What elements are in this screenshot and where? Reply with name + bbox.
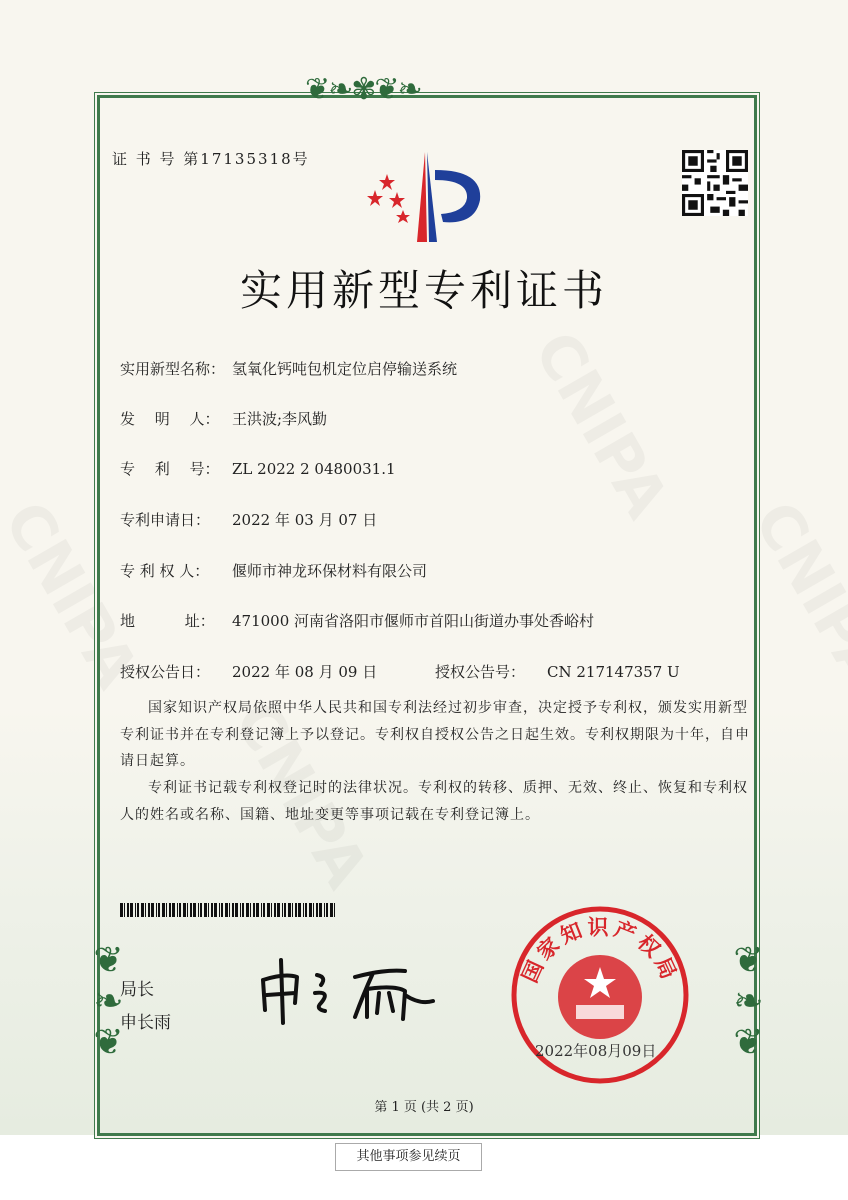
barcode-bar [198, 903, 199, 917]
barcode-bar [282, 903, 283, 917]
director-name: 申长雨 [120, 1013, 171, 1033]
barcode-bar [141, 903, 144, 917]
field-label: 专利申请日： [120, 511, 211, 529]
barcode-bar [204, 903, 207, 917]
barcode-bar [225, 903, 228, 917]
barcode-bar [267, 903, 270, 917]
field-application-date [120, 509, 377, 530]
document-title: 实用新型专利证书 [239, 266, 608, 315]
barcode-bar [298, 903, 301, 917]
barcode-bar [193, 903, 196, 917]
barcode-bar [240, 903, 241, 917]
field-grant-date [120, 661, 377, 682]
field-value: 氢氧化钙吨包机定位启停输送系统 [232, 360, 458, 378]
barcode-bar [250, 903, 251, 917]
barcode-bar [277, 903, 280, 917]
field-inventors [120, 408, 327, 429]
field-patentee [120, 560, 427, 581]
field-label: 专 利 号： [120, 460, 220, 478]
field-value: 2022 年 03 月 07 日 [232, 511, 378, 529]
statement-paragraph: 国家知识产权局依照中华人民共和国专利法经过初步审查，决定授予专利权，颁发实用新型专利证书并在专利登记簿上予以登记。专利权自授权公告之日起生效。专利权期限为十年，自申请日起算。 [120, 700, 750, 769]
barcode-bar [284, 903, 286, 917]
barcode-bar [156, 903, 157, 917]
barcode-bar [219, 903, 220, 917]
continuation-note: 其他事项参见续页 [335, 1143, 482, 1171]
seal-date: 2022年08月09日 [535, 1042, 657, 1060]
cnipa-logo [365, 150, 490, 245]
field-label: 授权公告号： [435, 663, 526, 681]
barcode-bar [179, 903, 181, 917]
ornament-bottom-right: ❦❧❦ [728, 940, 769, 1063]
barcode-bar [148, 903, 150, 917]
barcode-bar [292, 903, 293, 917]
barcode-bar [169, 903, 171, 917]
barcode-bar [172, 903, 175, 917]
barcode-bar [162, 903, 165, 917]
field-announcement-number [435, 661, 680, 682]
barcode-bar [135, 903, 136, 917]
signature [255, 955, 440, 1025]
barcode-bar [316, 903, 318, 917]
barcode-bar [190, 903, 192, 917]
barcode-bar [326, 903, 328, 917]
barcode-bar [274, 903, 276, 917]
barcode-bar [330, 903, 333, 917]
barcode-bar [232, 903, 234, 917]
field-label: 地 址： [120, 612, 215, 630]
field-value: 王洪波;李风勤 [232, 410, 328, 428]
barcode-bar [151, 903, 154, 917]
barcode-bar [309, 903, 312, 917]
barcode-bar [246, 903, 249, 917]
barcode [120, 903, 335, 917]
barcode-bar [177, 903, 178, 917]
barcode-bar [200, 903, 202, 917]
field-utility-model-name [120, 358, 457, 379]
ornament-top: ❦❧✾❦❧ [305, 72, 421, 107]
barcode-bar [137, 903, 139, 917]
field-label: 授权公告日： [120, 663, 211, 681]
field-address [120, 610, 594, 631]
field-value: 2022 年 08 月 09 日 [232, 663, 378, 681]
certificate-number: 证 书 号 第17135318号 [112, 150, 310, 168]
barcode-bar [214, 903, 217, 917]
field-value: 偃师市神龙环保材料有限公司 [232, 562, 428, 580]
qr-code [682, 150, 748, 216]
barcode-bar [253, 903, 255, 917]
barcode-bar [313, 903, 314, 917]
barcode-bar [124, 903, 125, 917]
barcode-bar [288, 903, 291, 917]
barcode-bar [127, 903, 129, 917]
barcode-bar [130, 903, 133, 917]
barcode-bar [324, 903, 325, 917]
barcode-bar [211, 903, 213, 917]
page-number: 第 1 页 (共 2 页) [374, 1100, 474, 1115]
director-title: 局长 [120, 980, 154, 1000]
barcode-bar [183, 903, 186, 917]
seal-text: 国家知识产权局 [517, 915, 683, 987]
barcode-bar [235, 903, 238, 917]
ornament-bottom-left: ❦❧❦ [88, 940, 129, 1063]
field-value: 471000 河南省洛阳市偃师市首阳山街道办事处香峪村 [232, 612, 595, 630]
barcode-bar [303, 903, 304, 917]
barcode-bar [256, 903, 259, 917]
barcode-bar [305, 903, 307, 917]
barcode-bar [261, 903, 262, 917]
field-label: 发 明 人： [120, 410, 220, 428]
field-value: CN 217147357 U [547, 663, 680, 681]
statement-paragraph: 专利证书记载专利权登记时的法律状况。专利权的转移、质押、无效、终止、恢复和专利权人的姓名或名称、国籍、地址变更等事项记载在专利登记簿上。 [120, 780, 748, 823]
barcode-bar [158, 903, 160, 917]
field-label: 专 利 权 人： [120, 562, 210, 580]
field-patent-number [120, 458, 396, 479]
field-label: 实用新型名称： [120, 360, 226, 378]
barcode-bar [242, 903, 244, 917]
barcode-bar [319, 903, 322, 917]
barcode-bar [271, 903, 272, 917]
barcode-bar [166, 903, 167, 917]
barcode-bar [187, 903, 188, 917]
barcode-bar [229, 903, 230, 917]
barcode-bar [221, 903, 223, 917]
barcode-bar [334, 903, 335, 917]
barcode-bar [295, 903, 297, 917]
field-value: ZL 2022 2 0480031.1 [232, 460, 396, 478]
barcode-bar [120, 903, 123, 917]
barcode-bar [208, 903, 209, 917]
barcode-bar [145, 903, 146, 917]
barcode-bar [263, 903, 265, 917]
